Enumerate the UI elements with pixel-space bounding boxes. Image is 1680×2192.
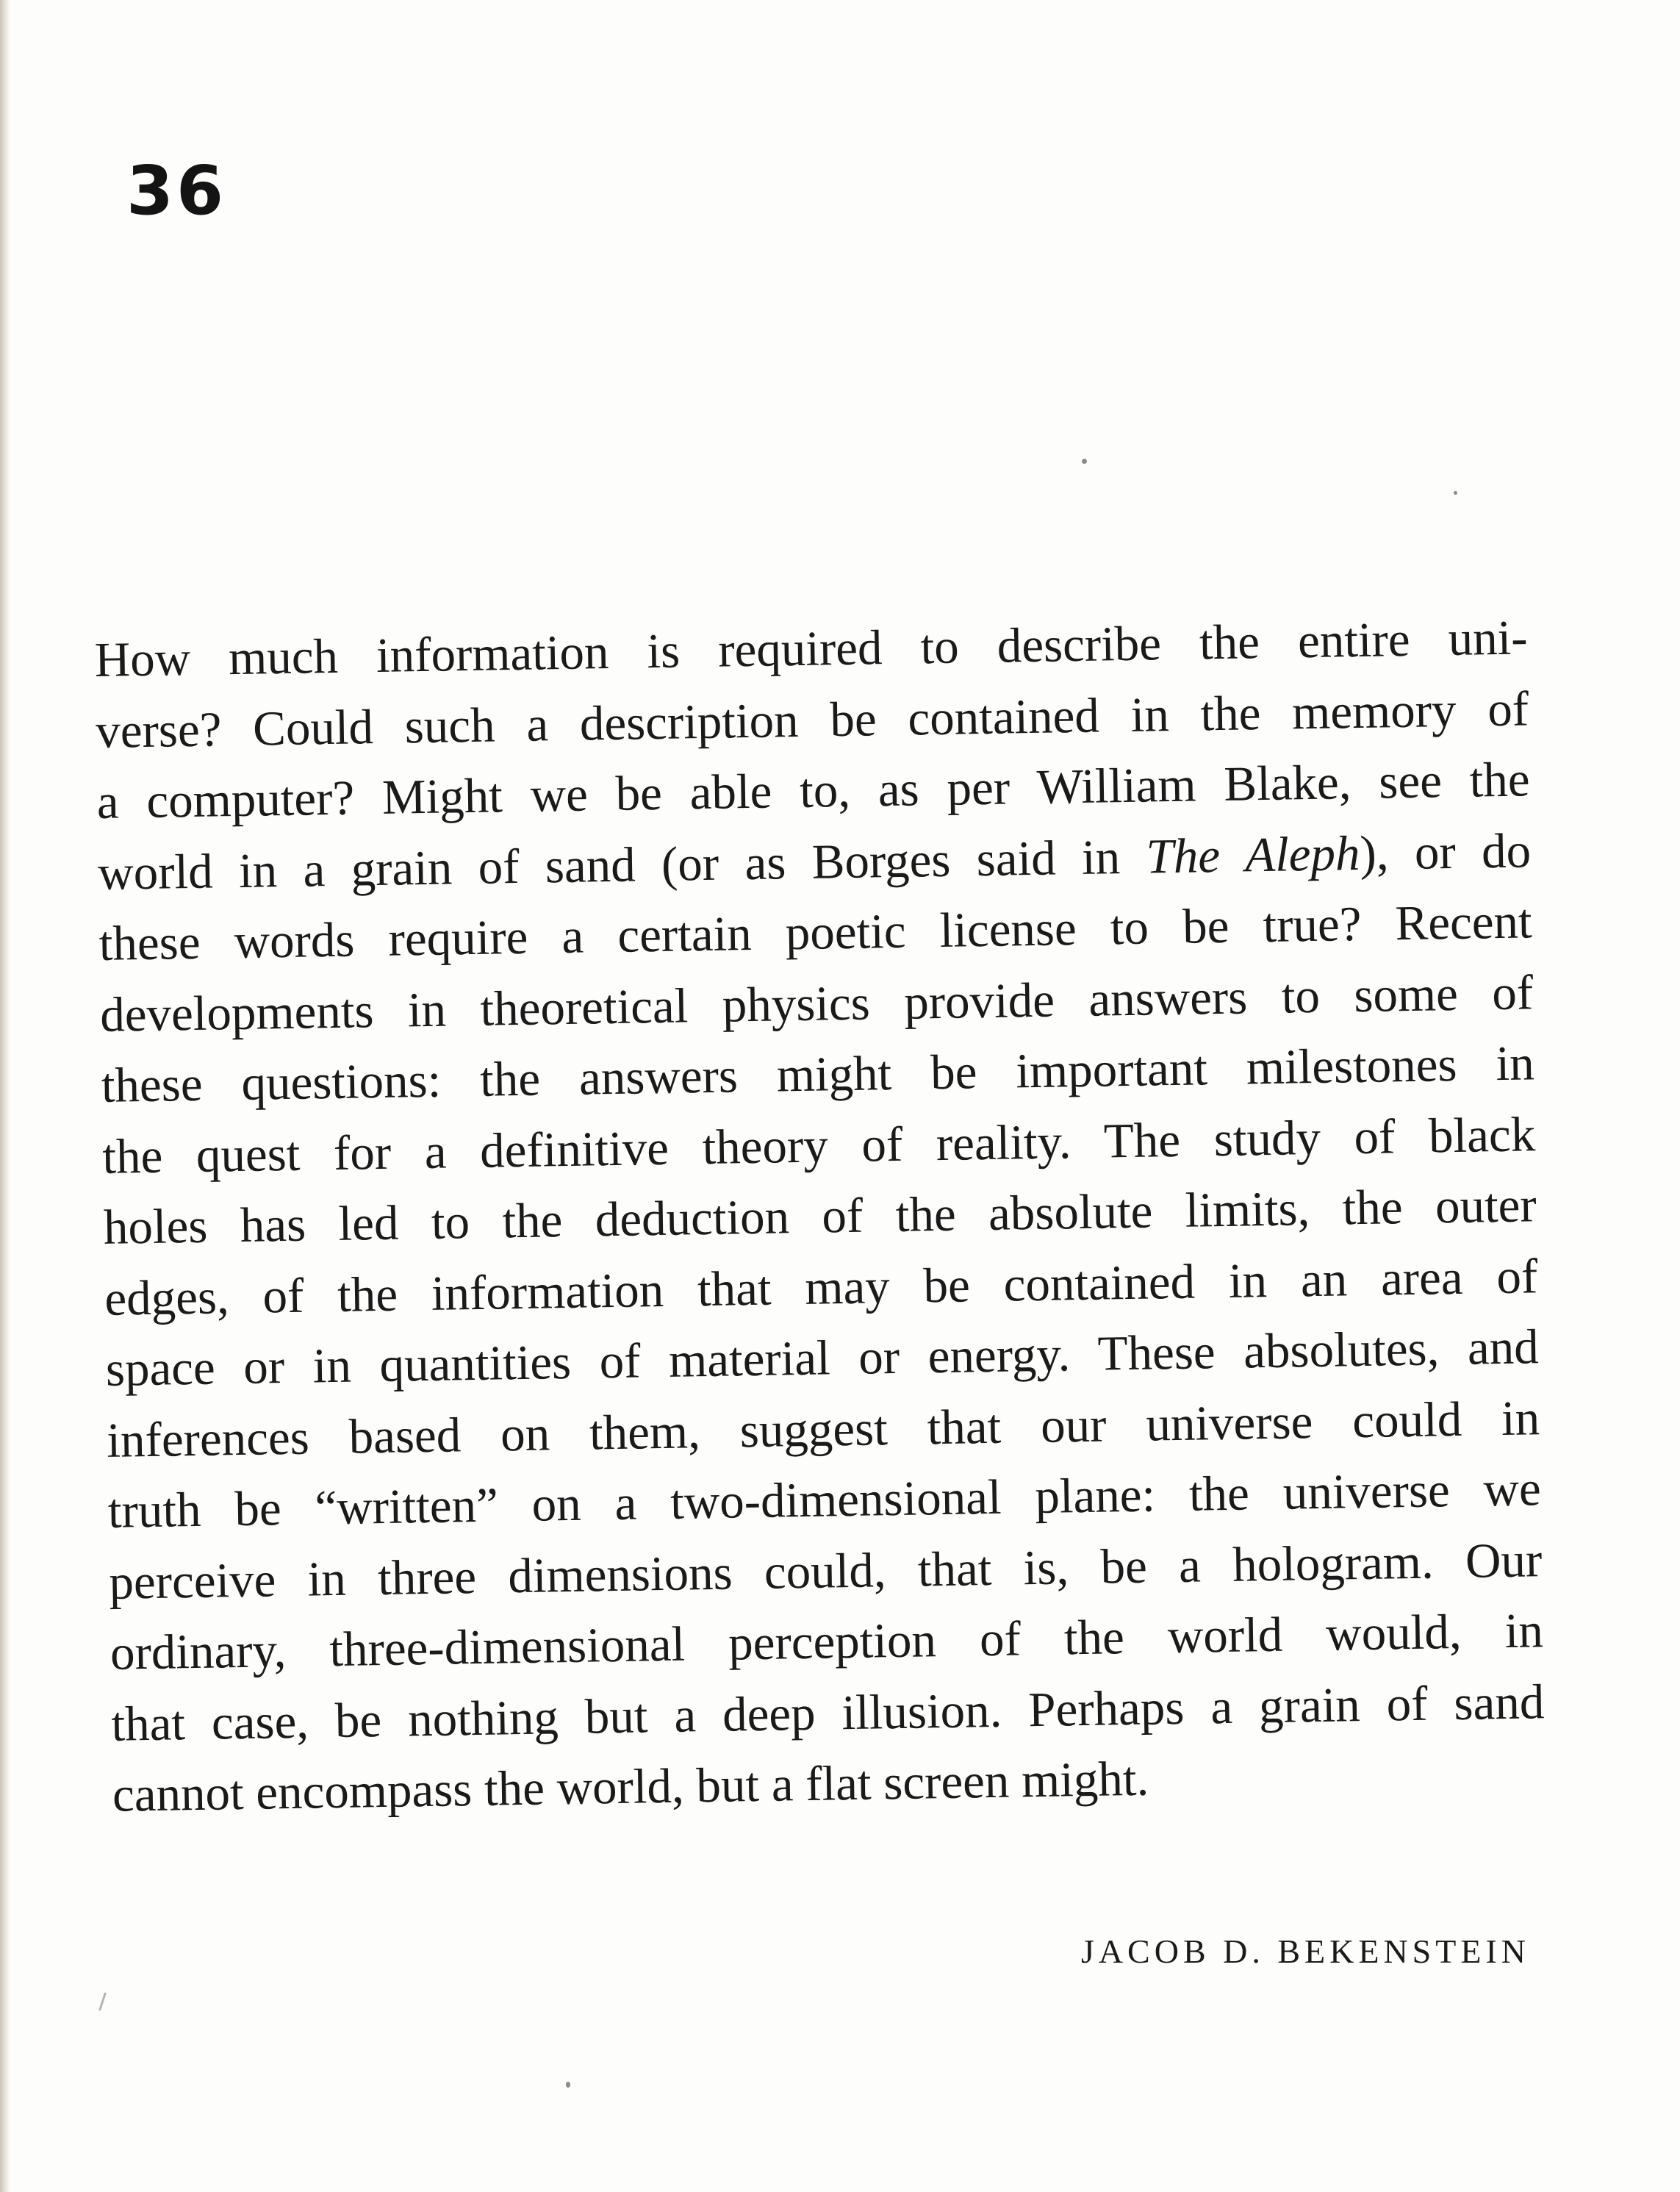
text-line: these questions: the answers might be important milestones in [101,1036,1535,1113]
text-segment: world in a grain of sand (or as Borges said in [97,829,1147,900]
paper-speck [566,2082,570,2088]
text-line: developments in theoretical physics provide answers to some of [99,964,1534,1042]
text-line: How much information is required to describe the entire uni- [94,610,1529,687]
text-line: these words require a certain poetic license to be true? Recent [98,894,1533,971]
page-edge-shadow [0,0,10,2192]
body-paragraph [94,602,1546,1830]
text-line: space or in quantities of material or energy. These absolutes, and [105,1319,1540,1397]
book-title: The Aleph [1145,825,1361,884]
text-line: verse? Could such a description be contained in the memory of [95,681,1529,759]
text-line: a computer? Might we be able to, as per William Blake, see the [96,752,1531,829]
text-line: ordinary, three-dimensional perception of the world would, in [110,1603,1544,1680]
paper-speck [1082,459,1087,464]
text-line: inferences based on them, suggest that our universe could in [106,1390,1540,1468]
text-line: that case, be nothing but a deep illusion. Perhaps a grain of sand [110,1674,1545,1752]
author-signature: JACOB D. BEKENSTEIN [1080,1933,1530,1970]
text-line: cannot encompass the world, but a flat screen might. [112,1751,1149,1822]
paper-speck [98,1992,107,2011]
text-line: holes has led to the deduction of the absolute limits, the outer [103,1178,1537,1255]
text-line: edges, of the information that may be contained in an area of [104,1248,1538,1326]
text-line: the quest for a definitive theory of reality. The study of black [101,1106,1536,1184]
page-number: 36 [126,151,227,230]
text-segment: ), or do [1359,823,1532,881]
paper-speck [1454,491,1457,495]
text-line: truth be “written” on a two-dimensional plane: the universe we [107,1461,1542,1539]
text-line: perceive in three dimensions could, that is, be a hologram. Our [108,1532,1543,1610]
